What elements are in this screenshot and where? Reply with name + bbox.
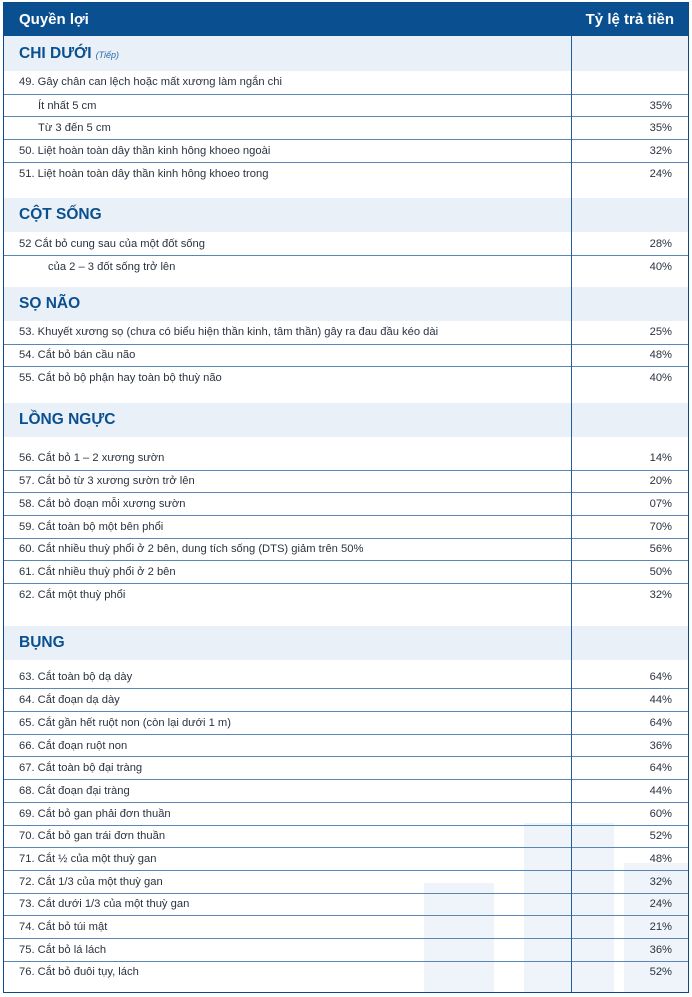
row-label: 75. Cắt bỏ lá lách	[19, 943, 107, 956]
table-row	[4, 116, 688, 139]
table-row	[4, 893, 688, 916]
row-label: 52 Cắt bỏ cung sau của một đốt sống	[19, 237, 205, 250]
table-row	[4, 915, 688, 938]
row-label: 71. Cắt ½ của một thuỳ gan	[19, 853, 157, 866]
row-value: 52%	[649, 830, 672, 843]
section-header-so-nao	[4, 287, 688, 321]
row-label: 69. Cắt bỏ gan phải đơn thuần	[19, 807, 171, 820]
table-row	[4, 139, 688, 162]
row-label: của 2 – 3 đốt sống trở lên	[48, 260, 176, 273]
table-row	[4, 447, 688, 470]
section-title: SỌ NÃO	[19, 294, 81, 312]
section-subtitle: (Tiếp)	[95, 49, 120, 60]
section-title: BỤNG	[19, 633, 65, 651]
table-row	[4, 560, 688, 583]
row-label: 63. Cắt toàn bộ dạ dày	[19, 671, 133, 684]
row-value: 32%	[649, 144, 672, 157]
table-row	[4, 162, 688, 185]
row-value: 32%	[649, 875, 672, 888]
column-header-rate: Tỷ lệ trả tiền	[585, 11, 674, 28]
row-value: 52%	[649, 966, 672, 979]
row-label: 49. Gây chân can lệch hoặc mất xương làm ngắn chi	[19, 76, 282, 89]
table-row	[4, 538, 688, 561]
row-value: 44%	[649, 694, 672, 707]
row-label: 64. Cắt đoạn dạ dày	[19, 694, 120, 707]
row-value: 35%	[649, 122, 672, 135]
table-row	[4, 756, 688, 779]
spacer	[4, 437, 688, 447]
row-value: 24%	[649, 167, 672, 180]
row-value: 36%	[649, 943, 672, 956]
row-value: 56%	[649, 543, 672, 556]
table-row	[4, 847, 688, 870]
section-header-cot-song	[4, 198, 688, 232]
row-label: Ít nhất 5 cm	[38, 99, 97, 112]
row-value: 28%	[649, 237, 672, 250]
table-header	[4, 3, 688, 36]
table-row	[4, 71, 688, 94]
row-value: 64%	[649, 716, 672, 729]
section-header-long-nguc	[4, 403, 688, 437]
table-row	[4, 938, 688, 961]
section-title: LỒNG NGỰC	[19, 410, 116, 428]
table-row	[4, 802, 688, 825]
table-row	[4, 666, 688, 689]
table-row	[4, 688, 688, 711]
section-title: CHI DƯỚI	[19, 44, 92, 62]
row-value: 48%	[649, 349, 672, 362]
row-label: 70. Cắt bỏ gan trái đơn thuần	[19, 830, 166, 843]
benefit-table	[3, 2, 689, 993]
table-row	[4, 961, 688, 984]
row-value: 64%	[649, 762, 672, 775]
table-row	[4, 870, 688, 893]
spacer	[4, 389, 688, 403]
row-value: 14%	[649, 452, 672, 465]
row-label: Từ 3 đến 5 cm	[38, 122, 111, 135]
row-value: 50%	[649, 566, 672, 579]
row-value: 48%	[649, 853, 672, 866]
row-label: 51. Liệt hoàn toàn dây thần kinh hông khoeo trong	[19, 167, 269, 180]
table-row	[4, 255, 688, 278]
spacer	[4, 606, 688, 626]
row-value: 40%	[649, 372, 672, 385]
column-divider	[571, 36, 572, 992]
row-label: 66. Cắt đoạn ruột non	[19, 739, 128, 752]
row-value: 20%	[649, 475, 672, 488]
row-label: 73. Cắt dưới 1/3 của một thuỳ gan	[19, 898, 190, 911]
section-title: CỘT SỐNG	[19, 206, 102, 224]
row-value: 60%	[649, 807, 672, 820]
column-header-benefit: Quyền lợi	[19, 11, 89, 28]
row-label: 61. Cắt nhiều thuỳ phổi ở 2 bên	[19, 566, 176, 579]
row-value: 21%	[649, 921, 672, 934]
section-header-bung	[4, 626, 688, 660]
table-row	[4, 321, 688, 344]
row-label: 72. Cắt 1/3 của một thuỳ gan	[19, 875, 163, 888]
row-value: 44%	[649, 784, 672, 797]
spacer	[4, 278, 688, 287]
row-label: 50. Liệt hoàn toàn dây thần kinh hông khoeo ngoài	[19, 144, 271, 157]
row-label: 53. Khuyết xương sọ (chưa có biểu hiện thần kinh, tâm thần) gây ra đau đầu kéo dài	[19, 326, 439, 339]
table-row	[4, 734, 688, 757]
row-value: 36%	[649, 739, 672, 752]
row-value: 32%	[649, 588, 672, 601]
table-row	[4, 344, 688, 367]
row-label: 56. Cắt bỏ 1 – 2 xương sườn	[19, 452, 165, 465]
section-header-chi-duoi	[4, 36, 688, 71]
table-row	[4, 515, 688, 538]
row-label: 54. Cắt bỏ bán cầu não	[19, 349, 136, 362]
row-value: 64%	[649, 671, 672, 684]
table-row	[4, 366, 688, 389]
row-value: 70%	[649, 520, 672, 533]
row-label: 76. Cắt bỏ đuôi tụy, lách	[19, 966, 139, 979]
row-value: 25%	[649, 326, 672, 339]
row-label: 68. Cắt đoạn đại tràng	[19, 784, 130, 797]
row-label: 58. Cắt bỏ đoạn mỗi xương sườn	[19, 498, 186, 511]
row-label: 55. Cắt bỏ bộ phận hay toàn bộ thuỳ não	[19, 372, 222, 385]
row-label: 57. Cắt bỏ từ 3 xương sườn trở lên	[19, 475, 195, 488]
row-label: 62. Cắt một thuỳ phổi	[19, 588, 126, 601]
table-row	[4, 232, 688, 255]
table-row	[4, 583, 688, 606]
row-value: 24%	[649, 898, 672, 911]
table-row	[4, 470, 688, 493]
row-value: 07%	[649, 498, 672, 511]
row-label: 59. Cắt toàn bộ một bên phổi	[19, 520, 164, 533]
table-row	[4, 825, 688, 848]
table-row	[4, 779, 688, 802]
row-label: 74. Cắt bỏ túi mật	[19, 921, 108, 934]
row-label: 67. Cắt toàn bộ đại tràng	[19, 762, 143, 775]
spacer	[4, 184, 688, 198]
row-value: 35%	[649, 99, 672, 112]
row-label: 60. Cắt nhiều thuỳ phổi ở 2 bên, dung tích sống (DTS) giảm trên 50%	[19, 543, 364, 556]
row-label: 65. Cắt gần hết ruột non (còn lại dưới 1 m)	[19, 716, 231, 729]
table-row	[4, 94, 688, 117]
table-row	[4, 711, 688, 734]
table-row	[4, 492, 688, 515]
row-value: 40%	[649, 260, 672, 273]
